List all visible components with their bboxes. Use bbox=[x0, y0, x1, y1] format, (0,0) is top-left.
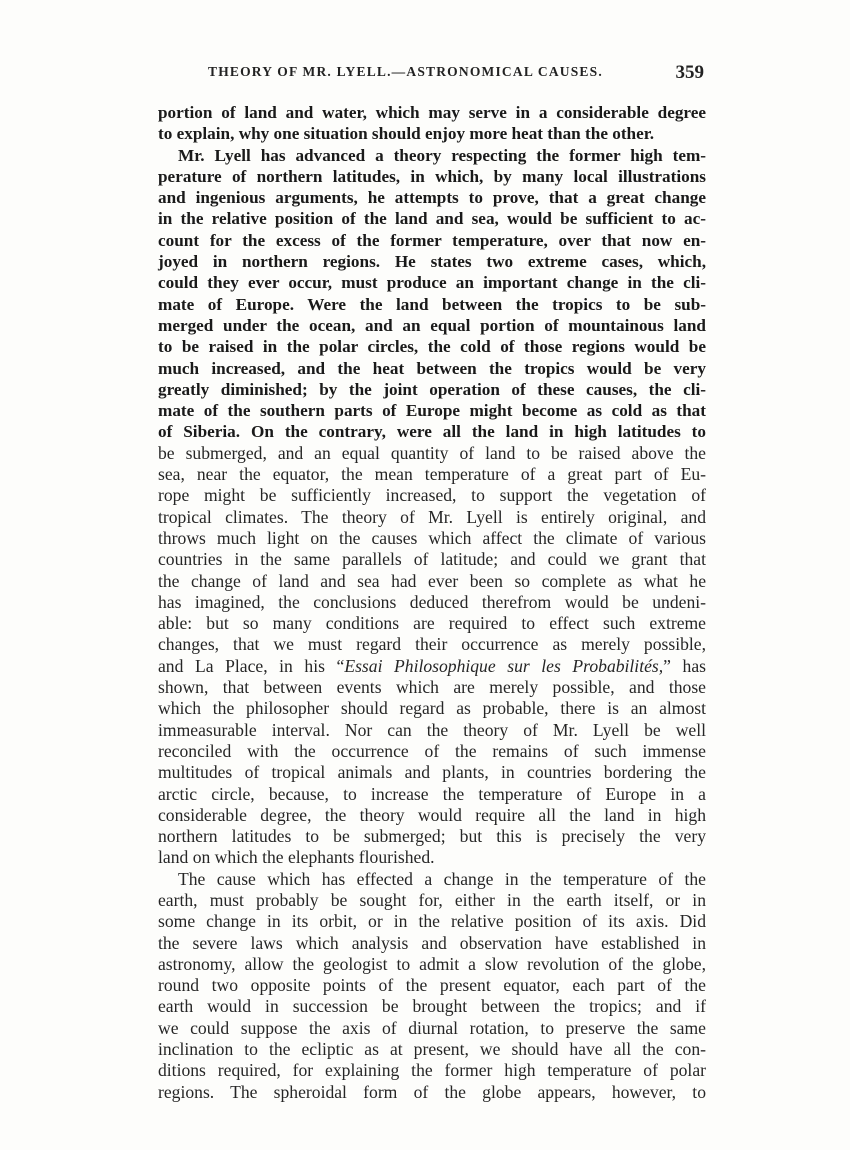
text-line: The cause which has effected a change in the temperature of the bbox=[178, 868, 706, 889]
text-line: could they ever occur, must produce an important change in the cli- bbox=[158, 273, 706, 293]
text-line: astronomy, allow the geologist to admit a slow revolution of the globe, bbox=[158, 953, 706, 974]
text-line: tropical climates. The theory of Mr. Lyell is entirely original, and bbox=[158, 506, 706, 527]
text-line: changes, that we must regard their occurrence as merely possible, bbox=[158, 634, 706, 655]
italic-title: Essai Philosophique sur les Probabilités, bbox=[344, 655, 664, 676]
text-line: regions. The spheroidal form of the globe appears, however, to bbox=[158, 1081, 706, 1102]
text-line: the severe laws which analysis and observation have established in bbox=[158, 932, 706, 953]
text-line: considerable degree, the theory would require all the land in high bbox=[158, 804, 706, 825]
text-line: perature of northern latitudes, in which, by many local illustrations bbox=[158, 166, 706, 186]
text-line: earth, must probably be sought for, either in the earth itself, or in bbox=[158, 889, 706, 910]
text-line: northern latitudes to be submerged; but this is precisely the very bbox=[158, 826, 706, 847]
text-line: round two opposite points of the present equator, each part of the bbox=[158, 975, 706, 996]
running-title: THEORY OF MR. LYELL.—ASTRONOMICAL CAUSES. bbox=[208, 64, 603, 79]
text-line: throws much light on the causes which affect the climate of various bbox=[158, 527, 706, 548]
text-line: has imagined, the conclusions deduced therefrom would be undeni- bbox=[158, 591, 706, 612]
text-line: count for the excess of the former temperature, over that now en- bbox=[158, 230, 706, 250]
text-line: portion of land and water, which may serve in a considerable degree bbox=[158, 103, 706, 122]
text-line: greatly diminished; by the joint operation of these causes, the cli- bbox=[158, 379, 706, 399]
text-line: countries in the same parallels of latitude; and could we grant that bbox=[158, 549, 706, 570]
text-line: ditions required, for explaining the former high temperature of polar bbox=[158, 1060, 706, 1081]
body-text bbox=[158, 102, 706, 1103]
text-line: mate of Europe. Were the land between the tropics to be sub- bbox=[158, 294, 706, 314]
text-line: much increased, and the heat between the tropics would be very bbox=[158, 358, 706, 378]
text-line: be submerged, and an equal quantity of land to be raised above the bbox=[158, 442, 706, 463]
text-line: to explain, why one situation should enjoy more heat than the other. bbox=[158, 124, 655, 144]
text-line: immeasurable interval. Nor can the theory of Mr. Lyell be well bbox=[158, 719, 706, 740]
text-line: mate of the southern parts of Europe might become as cold as that bbox=[158, 401, 706, 421]
text-line: arctic circle, because, to increase the temperature of Europe in a bbox=[158, 783, 706, 804]
text-line: and La Place, in his “Essai Philosophique sur les Probabilités,” has bbox=[158, 655, 706, 676]
text-line: joyed in northern regions. He states two extreme cases, which, bbox=[158, 252, 706, 272]
text-line: the change of land and sea had ever been so complete as what he bbox=[158, 570, 706, 591]
text-line: we could suppose the axis of diurnal rotation, to preserve the same bbox=[158, 1017, 706, 1038]
text-line: multitudes of tropical animals and plants, in countries bordering the bbox=[158, 762, 706, 783]
text-line: and ingenious arguments, he attempts to prove, that a great change bbox=[158, 188, 706, 208]
text-line: shown, that between events which are merely possible, and those bbox=[158, 677, 706, 698]
text-line: land on which the elephants flourished. bbox=[158, 847, 435, 868]
text-line: earth would in succession be brought between the tropics; and if bbox=[158, 996, 706, 1017]
text-line: Mr. Lyell has advanced a theory respecting the former high tem- bbox=[178, 145, 706, 165]
text-line: merged under the ocean, and an equal portion of mountainous land bbox=[158, 315, 706, 335]
page-number: 359 bbox=[675, 62, 704, 83]
text-line: sea, near the equator, the mean temperature of a great part of Eu- bbox=[158, 464, 706, 485]
text-line: reconciled with the occurrence of the remains of such immense bbox=[158, 740, 706, 761]
text-line: able: but so many conditions are required to effect such extreme bbox=[158, 613, 706, 634]
text-line: of Siberia. On the contrary, were all the land in high latitudes to bbox=[158, 422, 706, 442]
text-line: to be raised in the polar circles, the cold of those regions would be bbox=[158, 337, 706, 357]
text-line: rope might be sufficiently increased, to support the vegetation of bbox=[158, 485, 706, 506]
text-line: which the philosopher should regard as probable, there is an almost bbox=[158, 698, 706, 719]
text-line: in the relative position of the land and sea, would be sufficient to ac- bbox=[158, 209, 706, 229]
text-line: some change in its orbit, or in the relative position of its axis. Did bbox=[158, 911, 706, 932]
text-line: inclination to the ecliptic as at present, we should have all the con- bbox=[158, 1039, 706, 1060]
running-head bbox=[158, 62, 706, 86]
